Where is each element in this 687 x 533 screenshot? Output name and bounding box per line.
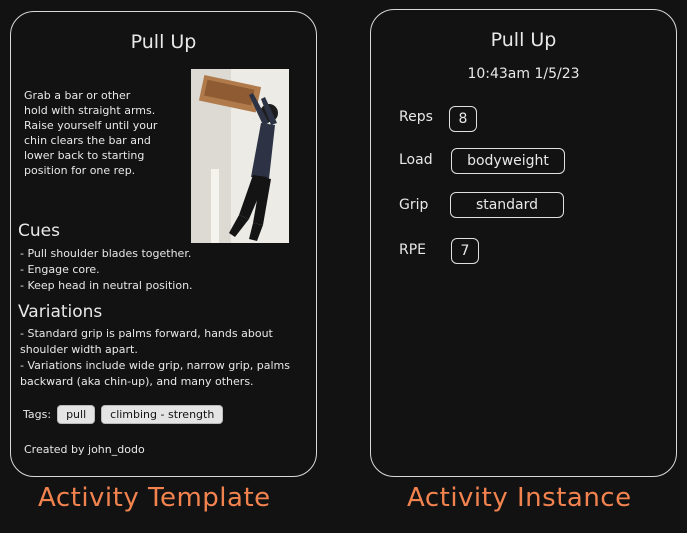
template-description: Grab a bar or other hold with straight arms. Raise yourself until your chin clears the bar and lower back to starting position for one rep. [24,89,158,177]
reps-label: Reps [399,109,433,125]
cue-item: - Pull shoulder blades together. [20,247,192,260]
grip-label: Grip [399,197,429,213]
tag-pull[interactable]: pull [57,405,95,424]
rpe-input[interactable]: 7 [451,238,479,264]
instance-title: Pull Up [490,29,557,51]
cues-heading: Cues [18,221,60,241]
load-label: Load [399,152,433,168]
cue-item: - Engage core. [20,263,100,276]
tags-row [23,405,223,424]
created-by: Created by john_dodo [24,443,145,456]
variations-heading: Variations [18,302,103,322]
exercise-photo [191,69,289,243]
reps-input[interactable]: 8 [449,106,477,132]
activity-instance-card [370,9,677,477]
caption-activity-template: Activity Template [38,483,271,513]
variation-item: - Standard grip is palms forward, hands about shoulder width apart. [20,327,273,356]
rpe-label: RPE [399,242,427,258]
template-title: Pull Up [130,31,197,53]
caption-activity-instance: Activity Instance [407,483,632,513]
variations-list [20,326,316,390]
cue-item: - Keep head in neutral position. [20,279,193,292]
variation-item: - Variations include wide grip, narrow grip, palms backward (aka chin-up), and many others. [20,359,290,388]
tag-climbing-strength[interactable]: climbing - strength [101,405,223,424]
pull-up-photo-illustration [191,69,289,243]
cues-list [20,246,316,294]
load-input[interactable]: bodyweight [451,148,565,174]
instance-timestamp: 10:43am 1/5/23 [467,66,580,82]
grip-input[interactable]: standard [450,192,564,218]
tags-label: Tags: [23,408,52,421]
activity-template-card [10,11,317,477]
